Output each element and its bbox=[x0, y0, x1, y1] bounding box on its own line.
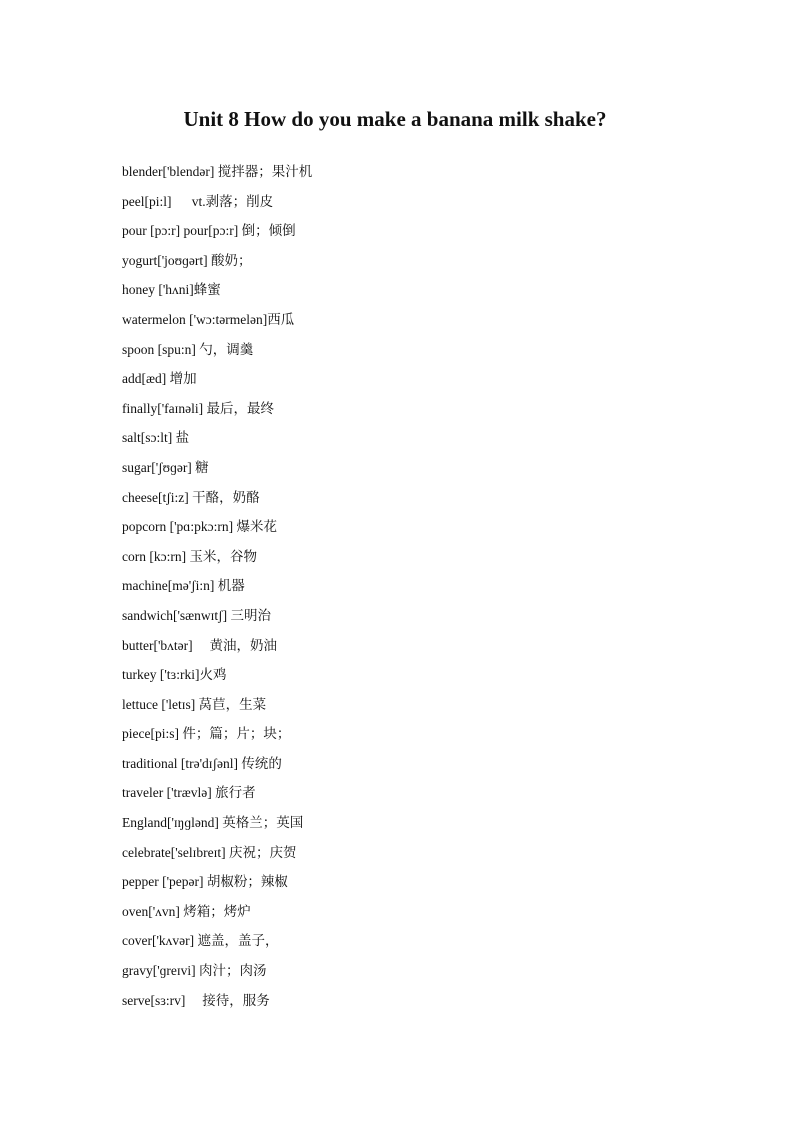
vocab-item: yogurt['joʊɡərt] 酸奶； bbox=[122, 252, 252, 268]
vocab-item: blender['blendər] 搅拌器；果汁机 bbox=[122, 164, 313, 179]
vocab-item: popcorn ['pɑ:pkɔ:rn] 爆米花 bbox=[122, 519, 277, 535]
vocab-item: gravy['ɡreɪvi] 肉汁；肉汤 bbox=[122, 963, 267, 979]
vocab-item: butter['bʌtər] 黄油，奶油 bbox=[122, 637, 278, 653]
vocab-item: machine[mə'ʃi:n] 机器 bbox=[122, 578, 245, 594]
vocab-item: spoon [spu:n] 勺，调羹 bbox=[122, 341, 254, 357]
vocab-item: pour [pɔ:r] pour[pɔ:r] 倒；倾倒 bbox=[122, 223, 296, 239]
vocab-item: sandwich['sænwɪtʃ] 三明治 bbox=[122, 607, 272, 623]
vocab-item: cheese[tʃi:z] 干酪，奶酪 bbox=[122, 489, 260, 505]
vocab-item: corn [kɔ:rn] 玉米，谷物 bbox=[122, 548, 257, 564]
vocab-item: lettuce ['letɪs] 莴苣，生菜 bbox=[122, 696, 267, 712]
vocab-item: salt[sɔ:lt] 盐 bbox=[122, 430, 190, 446]
vocab-item: piece[pi:s] 件；篇；片；块； bbox=[122, 726, 291, 742]
vocab-item: celebrate['selɪbreɪt] 庆祝；庆贺 bbox=[122, 844, 297, 860]
vocab-item: pepper ['pepər] 胡椒粉；辣椒 bbox=[122, 874, 288, 890]
vocab-item: sugar['ʃʊɡər] 糖 bbox=[122, 459, 209, 475]
vocab-item: serve[sɜ:rv] 接待，服务 bbox=[122, 992, 270, 1008]
vocab-item: finally['faɪnəli] 最后，最终 bbox=[122, 400, 275, 416]
page-title: Unit 8 How do you make a banana milk shake? bbox=[183, 107, 607, 131]
vocab-item: cover['kʌvər] 遮盖，盖子， bbox=[122, 933, 279, 949]
vocab-item: England['ɪŋɡlənd] 英格兰；英国 bbox=[122, 815, 304, 831]
vocab-item: oven['ʌvn] 烤箱；烤炉 bbox=[122, 903, 251, 919]
vocab-item: watermelon ['wɔ:tərmelən]西瓜 bbox=[122, 311, 295, 327]
vocabulary-list bbox=[122, 157, 722, 1015]
vocab-item: traditional [trə'dɪʃənl] 传统的 bbox=[122, 755, 282, 771]
vocab-item: add[æd] 增加 bbox=[122, 371, 197, 387]
vocab-item: turkey ['tɜ:rki]火鸡 bbox=[122, 667, 227, 683]
vocab-item: peel[pi:l] vt.剥落；削皮 bbox=[122, 193, 274, 209]
vocab-item: traveler ['trævlə] 旅行者 bbox=[122, 785, 256, 801]
vocab-item: honey ['hʌni]蜂蜜 bbox=[122, 282, 221, 298]
